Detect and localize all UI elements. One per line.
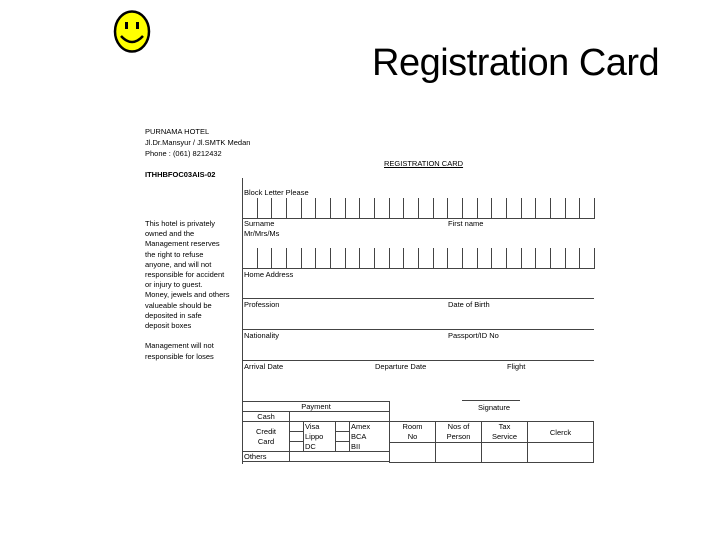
- label-block-letter: Block Letter Please: [244, 188, 309, 197]
- payment-others[interactable]: Others: [243, 452, 290, 462]
- letter-box[interactable]: [565, 248, 580, 268]
- letter-box[interactable]: [550, 248, 565, 268]
- hotel-phone: Phone : (061) 8212432: [145, 149, 222, 158]
- form-code: ITHHBFOC03AIS-02: [145, 170, 216, 179]
- letter-box[interactable]: [550, 198, 565, 218]
- letter-box[interactable]: [521, 248, 536, 268]
- label-signature: Signature: [478, 403, 511, 412]
- note-line: deposit boxes: [145, 321, 192, 330]
- label-passport: Passport/ID No: [448, 331, 499, 340]
- letter-box[interactable]: [491, 248, 506, 268]
- note-line: Management reserves: [145, 239, 220, 249]
- slide-title: Registration Card: [372, 42, 660, 84]
- note-line: responsible for loses: [145, 351, 214, 361]
- letter-box[interactable]: [403, 198, 418, 218]
- letter-box[interactable]: [447, 248, 462, 268]
- letter-box[interactable]: [257, 248, 272, 268]
- form-title: REGISTRATION CARD: [384, 159, 464, 168]
- address-letter-boxes[interactable]: [243, 248, 595, 269]
- label-bca: BCA: [350, 432, 390, 442]
- label-lippo: Lippo: [304, 432, 336, 442]
- payment-credit-card[interactable]: Credit Card: [243, 422, 290, 452]
- label-bii: BII: [350, 442, 390, 452]
- letter-box[interactable]: [389, 248, 404, 268]
- note-line: deposited in safe: [145, 310, 202, 320]
- nos-person-cell[interactable]: [436, 443, 482, 463]
- profession-line[interactable]: [242, 329, 594, 330]
- letter-box[interactable]: [243, 198, 257, 218]
- letter-box[interactable]: [330, 198, 345, 218]
- note-line: anyone, and will not: [145, 259, 212, 269]
- payment-header: Payment: [243, 402, 390, 412]
- letter-box[interactable]: [271, 248, 286, 268]
- checkbox-dc[interactable]: [290, 442, 304, 452]
- label-surname: Surname: [244, 219, 275, 228]
- letter-box[interactable]: [477, 198, 492, 218]
- letter-box[interactable]: [462, 198, 477, 218]
- letter-box[interactable]: [535, 198, 550, 218]
- letter-box[interactable]: [418, 198, 433, 218]
- label-profession: Profession: [244, 300, 280, 309]
- letter-box[interactable]: [506, 198, 521, 218]
- letter-box[interactable]: [447, 198, 462, 218]
- note-line: or injury to guest.: [145, 280, 203, 290]
- header-nos-person: Nos of Person: [436, 422, 482, 443]
- letter-box[interactable]: [315, 248, 330, 268]
- letter-box[interactable]: [271, 198, 286, 218]
- signature-line[interactable]: [462, 400, 520, 401]
- letter-box[interactable]: [462, 248, 477, 268]
- letter-box[interactable]: [374, 248, 389, 268]
- letter-box[interactable]: [301, 198, 316, 218]
- note-line: Management will not: [145, 341, 214, 351]
- letter-box[interactable]: [374, 198, 389, 218]
- label-arrival: Arrival Date: [244, 362, 284, 371]
- tax-service-cell[interactable]: [482, 443, 528, 463]
- letter-box[interactable]: [433, 198, 448, 218]
- label-nationality: Nationality: [244, 331, 280, 340]
- checkbox-lippo[interactable]: [290, 432, 304, 442]
- label-first-name: First name: [448, 219, 484, 228]
- address-line[interactable]: [242, 298, 594, 299]
- checkbox-bca[interactable]: [336, 432, 350, 442]
- letter-box[interactable]: [359, 198, 374, 218]
- label-visa: Visa: [304, 422, 336, 432]
- letter-box[interactable]: [433, 248, 448, 268]
- letter-box[interactable]: [535, 248, 550, 268]
- letter-box[interactable]: [359, 248, 374, 268]
- header-tax-service: Tax Service: [482, 422, 528, 443]
- hotel-name: PURNAMA HOTEL: [145, 127, 210, 136]
- checkbox-bii[interactable]: [336, 442, 350, 452]
- letter-box[interactable]: [418, 248, 433, 268]
- label-amex: Amex: [350, 422, 390, 432]
- hotel-address: Jl.Dr.Mansyur / Jl.SMTK Medan: [145, 138, 251, 147]
- note-line: the right to refuse: [145, 249, 204, 259]
- note-line: Money, jewels and others: [145, 290, 230, 300]
- letter-box[interactable]: [389, 198, 404, 218]
- checkbox-visa[interactable]: [290, 422, 304, 432]
- note-line: valueable should be: [145, 300, 212, 310]
- label-departure: Departure Date: [375, 362, 427, 371]
- nationality-line[interactable]: [242, 360, 594, 361]
- label-home-address: Home Address: [244, 270, 294, 279]
- clerk-cell[interactable]: [528, 443, 594, 463]
- letter-box[interactable]: [345, 248, 360, 268]
- label-flight: Flight: [507, 362, 526, 371]
- letter-box[interactable]: [315, 198, 330, 218]
- letter-box[interactable]: [257, 198, 272, 218]
- name-letter-boxes[interactable]: [243, 198, 595, 219]
- letter-box[interactable]: [477, 248, 492, 268]
- label-dob: Date of Birth: [448, 300, 490, 309]
- summary-table: [389, 421, 594, 463]
- note-line: This hotel is privately: [145, 219, 216, 228]
- letter-box[interactable]: [403, 248, 418, 268]
- label-dc: DC: [304, 442, 336, 452]
- header-clerk: Clerck: [528, 422, 594, 443]
- payment-table: [242, 401, 390, 462]
- letter-box[interactable]: [521, 198, 536, 218]
- letter-box[interactable]: [491, 198, 506, 218]
- letter-box[interactable]: [579, 198, 594, 218]
- letter-box[interactable]: [286, 198, 301, 218]
- smiley-icon: [113, 10, 151, 53]
- letter-box[interactable]: [243, 248, 257, 268]
- letter-box[interactable]: [330, 248, 345, 268]
- letter-box[interactable]: [301, 248, 316, 268]
- note-line: owned and the: [145, 229, 195, 239]
- label-salutation: Mr/Mrs/Ms: [244, 229, 280, 238]
- letter-box[interactable]: [565, 198, 580, 218]
- letter-box[interactable]: [506, 248, 521, 268]
- room-no-cell[interactable]: [390, 443, 436, 463]
- checkbox-amex[interactable]: [336, 422, 350, 432]
- letter-box[interactable]: [345, 198, 360, 218]
- letter-box[interactable]: [579, 248, 594, 268]
- note-line: responsible for accident: [145, 270, 225, 279]
- letter-box[interactable]: [286, 248, 301, 268]
- payment-cash[interactable]: Cash: [243, 412, 290, 422]
- header-room-no: Room No: [390, 422, 436, 443]
